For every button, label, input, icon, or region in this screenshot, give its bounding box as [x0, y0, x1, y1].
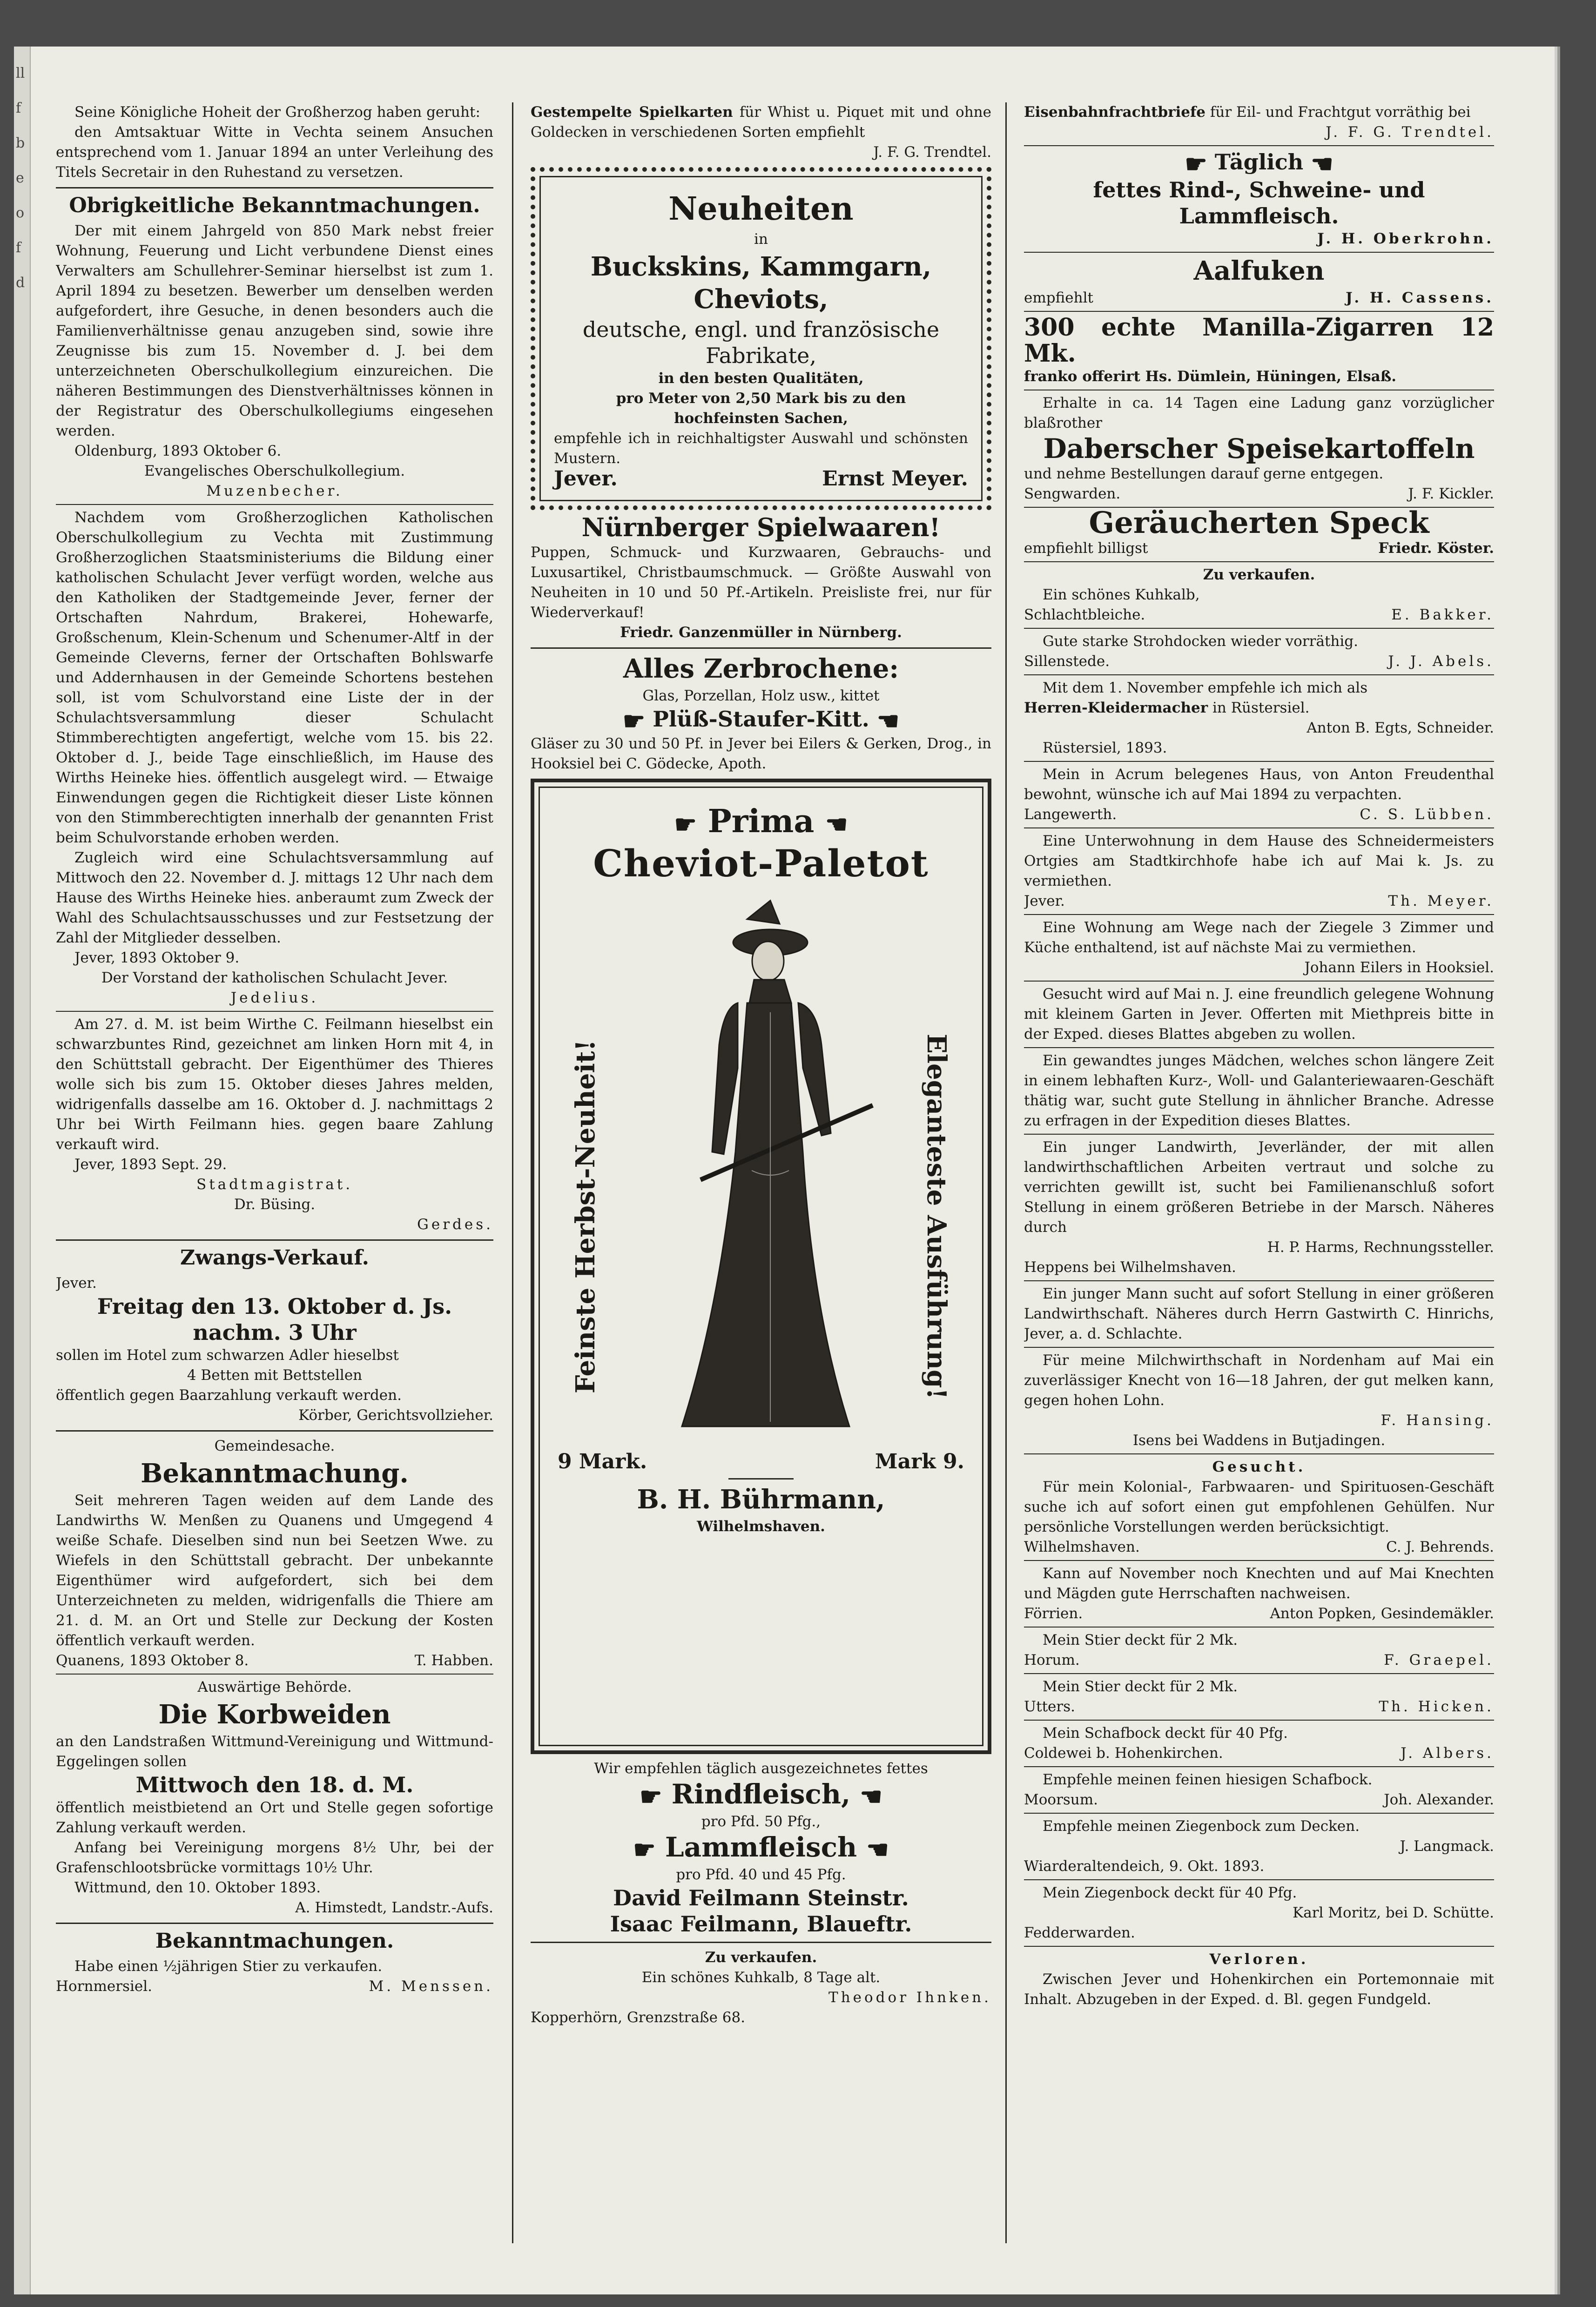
notice-place: Wittmund, den 10. Oktober 1893.	[74, 1879, 321, 1896]
ad-text: Mein Schafbock deckt für 40 Pfg.	[1043, 1725, 1288, 1742]
ad-text: Glas, Porzellan, Holz usw., kittet	[642, 687, 880, 704]
divider	[1024, 1047, 1494, 1048]
ad-product	[531, 706, 991, 734]
divider	[1024, 914, 1494, 915]
ad-footer	[1024, 484, 1494, 504]
ad-title: Buckskins, Kammgarn,	[590, 251, 932, 282]
ad-signature: Theodor Ihnken.	[828, 1989, 991, 2006]
divider	[728, 1478, 794, 1480]
ad-text: Mit dem 1. November empfehle ich mich als	[1043, 679, 1368, 696]
section-heading: Auswärtige Behörde.	[197, 1679, 352, 1695]
divider	[1024, 1347, 1494, 1348]
divider	[1024, 561, 1494, 562]
divider	[56, 504, 493, 505]
edge-letter: e	[16, 170, 24, 186]
notice-place: Quanens, 1893 Oktober 8.	[56, 1652, 249, 1669]
pointing-hand-left-icon: ☚	[876, 706, 900, 736]
ad-text: Eine Unterwohnung in dem Hause des Schneidermeisters Ortgies am Stadtkirchhofe habe ich auf Mai k. Js. zu vermiethen.	[1024, 833, 1494, 889]
notice-text: Nachdem vom Großherzoglichen Katholischen Oberschulkollegium zu Vechta mit Zustimmung Großherzoglichen Staatsministeriums die Bildung einer katholischen Schulacht Jever verfügt worden, welche aus den Katholiken der Stadtgemeinde Jever, ferner der Ortschaften Nahrdum, Brakerei, Hohewarfe, Großschenum, Klein-Schenum und Schenumer-Altf in der Gemeinde Cleverns, ferner der Ortschaften Bohlswarfe und Addernhausen in der Gemeinde Schortens bestehen soll, ist vom Schulvorstand eine Liste der in der Schulachtsversammlung dieser Schulacht Stimmberechtigten angefertigt, welche vom 15. bis 22. Oktober d. J., beide Tage einschließlich, im Hause des Wirths Heineke hies. öffentlich ausgelegt wird. — Etwaige Einwendungen gegen die Richtigkeit dieser Liste können von den Stimmberechtigten innerhalb der genannten Frist beim Schulvorstande erhoben werden.	[56, 509, 493, 846]
divider	[56, 1011, 493, 1012]
notice-text: Zugleich wird eine Schulachtsversammlung auf Mittwoch den 22. November d. J. mittags 12 Uhr nach dem Hause des Wirths Heineke hies. anberaumt zum Zweck der Wahl des Schulachtsausschusses und zur Festsetzung der Zahl der Mitglieder desselben.	[56, 849, 493, 946]
ad-text: Für meine Milchwirthschaft in Nordenham auf Mai ein zuverlässiger Knecht von 16—18 Jahren, der gut melken kann, gegen hohen Lohn.	[1024, 1352, 1494, 1409]
ad-text: Empfehle meinen Ziegenbock zum Decken.	[1043, 1818, 1360, 1835]
notice-signature: A. Himstedt, Landstr.-Aufs.	[295, 1899, 493, 1916]
ad-side-text-left: Feinste Herbst-Neuheit!	[570, 1039, 601, 1394]
ad-place: Sillenstede.	[1024, 653, 1110, 670]
ad-footer	[1024, 805, 1494, 825]
ad-signature: David Feilmann Steinstr.	[613, 1885, 909, 1910]
ad-place: Moorsum.	[1024, 1791, 1098, 1808]
divider	[1024, 1673, 1494, 1674]
ad-firm: B. H. Bührmann,	[637, 1484, 885, 1515]
ad-signature: Ernst Meyer.	[822, 467, 968, 491]
ad-title: Alles Zerbrochene:	[623, 653, 899, 684]
ad-signature: C. S. Lübben.	[1360, 806, 1494, 823]
ad-text: und nehme Bestellungen darauf gerne entgegen.	[1024, 465, 1384, 482]
pointing-hand-left-icon: ☚	[1311, 149, 1333, 179]
pointing-hand-icon: ☛	[633, 1835, 656, 1864]
section-heading: Obrigkeitliche Bekanntmachungen.	[69, 194, 480, 217]
divider	[1024, 1560, 1494, 1561]
notice-signature: Muzenbecher.	[206, 483, 343, 499]
ad-signature: Friedr. Köster.	[1378, 540, 1494, 557]
ad-footer	[554, 469, 968, 489]
ad-text: Ein junger Mann sucht auf sofort Stellung in einer größeren Landwirthschaft. Näheres durch Herrn Gastwirth C. Hinrichs, Jever, a. d. Schlachte.	[1024, 1285, 1494, 1342]
pointing-hand-left-icon: ☚	[860, 1782, 882, 1811]
ad-footer	[1024, 538, 1494, 558]
ad-place: Förrien.	[1024, 1605, 1083, 1622]
edge-letter: o	[16, 205, 25, 221]
ad-place: Jever.	[1024, 893, 1065, 909]
ad-title: Eisenbahnfrachtbriefe	[1024, 104, 1206, 121]
ad-place: Wiarderaltendeich, 9. Okt. 1893.	[1024, 1858, 1265, 1875]
divider	[56, 1239, 493, 1241]
newspaper-page	[14, 47, 1555, 2294]
ad-footer	[1024, 891, 1494, 911]
ad-footer	[1024, 1537, 1494, 1557]
ad-text: für Whist u. Piquet mit und ohne Goldecken in verschiedenen Sorten empfiehlt	[531, 104, 991, 141]
ad-text: empfiehlt billigst	[1024, 540, 1148, 557]
ad-signature: Th. Hicken.	[1379, 1698, 1494, 1715]
divider	[56, 1923, 493, 1924]
edge-letter: f	[16, 240, 21, 256]
ad-signature: J. Albers.	[1401, 1745, 1494, 1762]
section-heading: Bekanntmachungen.	[155, 1929, 394, 1953]
ad-text: Mein Ziegenbock deckt für 40 Pfg.	[1043, 1884, 1297, 1901]
pointing-hand-icon: ☛	[622, 706, 646, 736]
ad-text: für Eil- und Frachtgut vorräthig bei	[1210, 104, 1471, 121]
notice-date: Freitag den 13. Oktober d. Js.	[97, 1294, 452, 1319]
ad-footer	[1024, 1790, 1494, 1810]
divider	[56, 1674, 493, 1675]
ad-footer	[1024, 1743, 1494, 1763]
ad-signature: C. J. Behrends.	[1386, 1539, 1494, 1555]
ad-product-name: Rindfleisch,	[671, 1778, 851, 1810]
ad-place: Rüstersiel, 1893.	[1043, 740, 1167, 756]
pointing-hand-left-icon: ☚	[866, 1835, 889, 1864]
section-heading: Zwangs-Verkauf.	[180, 1246, 370, 1270]
ad-signature: Th. Meyer.	[1388, 893, 1494, 909]
ad-place: Horum.	[1024, 1652, 1080, 1668]
divider	[1024, 1627, 1494, 1628]
notice-footer	[56, 1977, 493, 1997]
ad-text: Mein Stier deckt für 2 Mk.	[1043, 1678, 1238, 1695]
ad-text: Ein gewandtes junges Mädchen, welches schon längere Zeit in einem lebhaften Kurz-, Woll- und Galanteriewaaren-Geschäft thätig war, sucht gute Stellung in ähnlicher Branche. Adresse zu erfragen in der Expedition dieses Blattes.	[1024, 1052, 1494, 1129]
ad-text: Fabrikate,	[706, 343, 816, 368]
ad-text	[1024, 698, 1494, 718]
notice-text: Seine Königliche Hoheit der Großherzog haben geruht:	[74, 104, 480, 121]
ad-text: Eine Wohnung am Wege nach der Ziegele 3 Zimmer und Küche enthaltend, ist auf nächste Mai zu vermiethen.	[1024, 919, 1494, 956]
ad-price: Mark 9.	[875, 1449, 964, 1473]
ad-signature: J. Langmack.	[1400, 1838, 1494, 1855]
divider	[1024, 1720, 1494, 1721]
ad-price: pro Pfd. 50 Pfg.,	[701, 1813, 821, 1830]
ad-playing-cards	[531, 102, 991, 142]
ad-title: Zu verkaufen.	[705, 1949, 817, 1966]
ad-place: Fedderwarden.	[1024, 1924, 1135, 1941]
ad-place: Sengwarden.	[1024, 485, 1121, 502]
ad-text: in den besten Qualitäten,	[658, 370, 864, 387]
notice-text: Seit mehreren Tagen weiden auf dem Lande des Landwirths W. Menßen zu Quanens und Umgegend 4 weiße Schafe. Dieselben sind nun bei Seetzen Wwe. zu Wiefels in den Schüttstall gebracht. Der unbekannte Eigenthümer wird aufgefordert, sich bei dem Unterzeichneten zu melden, widrigenfalls die Thiere am 21. d. M. an Ort und Stelle zur Deckung der Kosten öffentlich verkauft werden.	[56, 1492, 493, 1649]
notice-org: Evangelisches Oberschulkollegium.	[144, 463, 405, 479]
ad-text: Ein junger Landwirth, Jeverländer, der mit allen landwirthschaftlichen Arbeiten vertraut und solche zu verrichten gewillt ist, sucht bei Familienanschluß sofort Stellung in einem größeren Betriebe in der Marsch. Näheres durch	[1024, 1139, 1494, 1236]
notice-org: Stadtmagistrat.	[196, 1176, 353, 1193]
ad-highlight: Herren-Kleidermacher	[1024, 699, 1208, 716]
ad-place: Schlachtbleiche.	[1024, 606, 1145, 623]
ad-signature: J. H. Oberkrohn.	[1317, 230, 1494, 247]
section-heading: Bekanntmachung.	[141, 1458, 409, 1489]
ad-text: Empfehle meinen feinen hiesigen Schafbock.	[1043, 1771, 1373, 1788]
ad-text: in	[754, 231, 768, 248]
ad-text: Lammfleisch.	[1179, 203, 1339, 229]
ad-title: Cheviots,	[694, 284, 828, 315]
notice-org: Der Vorstand der katholischen Schulacht Jever.	[101, 969, 448, 986]
ad-footer	[1024, 605, 1494, 625]
notice-footer	[56, 1651, 493, 1671]
divider	[1024, 827, 1494, 828]
divider	[1024, 628, 1494, 629]
ad-title	[531, 1778, 991, 1811]
ad-place: Wilhelmshaven.	[1024, 1539, 1140, 1555]
ad-place: Wilhelmshaven.	[697, 1518, 825, 1535]
pointing-hand-left-icon: ☚	[825, 809, 848, 839]
section-heading: Gemeindesache.	[214, 1438, 335, 1454]
divider	[1024, 981, 1494, 982]
notice-signature: Körber, Gerichtsvollzieher.	[298, 1407, 493, 1424]
ad-title: Daberscher Speisekartoffeln	[1043, 433, 1475, 464]
ad-signature: J. F. Kickler.	[1408, 485, 1494, 502]
section-heading: Die Korbweiden	[158, 1699, 391, 1730]
divider	[1024, 311, 1494, 312]
ad-text: Ein schönes Kuhkalb,	[1043, 586, 1200, 603]
ad-text: deutsche, engl. und französische	[582, 317, 940, 342]
notice-signature: Dr. Büsing.	[234, 1196, 316, 1213]
ad-title: Zu verkaufen.	[1203, 566, 1315, 583]
pointing-hand-icon: ☛	[1185, 149, 1207, 179]
notice-place: Jever, 1893 Oktober 9.	[74, 949, 240, 966]
ad-place: Kopperhörn, Grenzstraße 68.	[531, 2009, 746, 2026]
ad-title	[1024, 149, 1494, 177]
pointing-hand-icon: ☛	[640, 1782, 662, 1811]
divider	[1024, 1879, 1494, 1880]
ad-text: Mein in Acrum belegenes Haus, von Anton Freudenthal bewohnt, wünsche ich auf Mai 1894 zu verpachten.	[1024, 766, 1494, 803]
column-rule	[512, 102, 513, 2243]
edge-letter: ll	[16, 65, 25, 81]
ad-text: Ein schönes Kuhkalb, 8 Tage alt.	[641, 1969, 881, 1986]
ad-title: Verloren.	[1209, 1951, 1309, 1968]
divider	[1024, 1946, 1494, 1947]
notice-date: Mittwoch den 18. d. M.	[135, 1772, 414, 1797]
ad-title: Gestempelte Spielkarten	[531, 104, 733, 121]
divider	[1024, 145, 1494, 146]
ad-title: Aalfuken	[1193, 256, 1325, 286]
ad-place: Jever.	[554, 467, 618, 491]
column-right	[1024, 102, 1494, 2243]
ad-place: Langewerth.	[1024, 806, 1117, 823]
notice-text: öffentlich gegen Baarzahlung verkauft werden.	[56, 1387, 402, 1404]
ad-price: pro Pfd. 40 und 45 Pfg.	[676, 1866, 846, 1883]
ad-title	[558, 803, 964, 843]
notice-text: öffentlich meistbietend an Ort und Stelle gegen sofortige Zahlung verkauft werden.	[56, 1799, 493, 1836]
ad-text: empfehle ich in reichhaltigster Auswahl und schönsten Mustern.	[554, 430, 968, 467]
divider	[1024, 252, 1494, 253]
ad-signature: Karl Moritz, bei D. Schütte.	[1293, 1904, 1494, 1921]
divider	[1024, 761, 1494, 762]
ad-footer	[1024, 1650, 1494, 1670]
ad-product-name: Plüß-Staufer-Kitt.	[653, 706, 869, 732]
ad-price-row	[558, 1450, 964, 1473]
ad-signature: Isaac Feilmann, Blaueftr.	[610, 1911, 912, 1937]
divider	[1024, 1766, 1494, 1767]
ad-title	[531, 1831, 991, 1864]
ad-title-word: Prima	[707, 803, 815, 840]
divider	[1024, 1813, 1494, 1814]
ad-signature: H. P. Harms, Rechnungssteller.	[1267, 1239, 1494, 1256]
ad-title: Nürnberger Spielwaaren!	[581, 512, 941, 542]
ad-signature: E. Bakker.	[1391, 606, 1494, 623]
ad-paletot-frame	[531, 779, 991, 1754]
ad-footer	[1024, 288, 1494, 308]
ad-title-word: Täglich	[1214, 149, 1304, 175]
ad-signature: Johann Eilers in Hooksiel.	[1304, 959, 1494, 976]
ad-text: Wir empfehlen täglich ausgezeichnetes fettes	[594, 1760, 928, 1777]
ad-text: Gute starke Strohdocken wieder vorräthig.	[1043, 633, 1358, 650]
divider	[531, 647, 991, 649]
edge-letter: d	[16, 275, 25, 291]
divider	[56, 187, 493, 188]
ad-signature: J. F. G. Trendtel.	[873, 144, 991, 161]
ad-price: 9 Mark.	[558, 1449, 647, 1473]
ad-text	[1024, 102, 1494, 122]
ad-place: Isens bei Waddens in Butjadingen.	[1132, 1432, 1386, 1449]
ad-text: Erhalte in ca. 14 Tagen eine Ladung ganz vorzüglicher blaßrother	[1024, 395, 1494, 431]
ad-text: Gläser zu 30 und 50 Pf. in Jever bei Eilers & Gerken, Drog., in Hooksiel bei C. Gödecke, Apoth.	[531, 735, 991, 772]
ad-text: Kann auf November noch Knechten und auf Mai Knechten und Mägden gute Herrschaften nachweisen.	[1024, 1565, 1494, 1602]
column-left	[56, 102, 493, 2243]
ad-text: Puppen, Schmuck- und Kurzwaaren, Gebrauchs- und Luxusartikel, Christbaumschmuck. — Größte Auswahl von Neuheiten in 10 und 50 Pf.-Artikeln. Preisliste frei, nur für Wiederverkauf!	[531, 544, 991, 621]
edge-letter: b	[16, 135, 25, 151]
ad-footer	[1024, 1697, 1494, 1717]
ad-footer	[1024, 652, 1494, 672]
notice-signature: M. Menssen.	[369, 1978, 493, 1995]
divider	[1024, 1453, 1494, 1454]
ad-text: pro Meter von 2,50 Mark bis zu den	[616, 390, 906, 407]
ad-novelties-box	[531, 167, 991, 510]
ad-title: Cheviot-Paletot	[593, 841, 929, 885]
column-middle	[531, 102, 991, 2243]
notice-text: Der mit einem Jahrgeld von 850 Mark nebst freier Wohnung, Feuerung und Licht verbundene Dienst eines Verwalters am Schullehrer-Seminar hierselbst ist zum 1. April 1894 zu besetzen. Bewerber um denselben werden aufgefordert, ihre Gesuche, in denen besonders auch die Familienverhältnisse genau anzugeben sind, sowie ihre Zeugnisse bis zum 15. November d. J. bei dem unterzeichneten Oberschulkollegium einzureichen. Die näheren Bestimmungen des Dienstverhältnisses können in der Registratur des Oberschulkollegiums eingesehen werden.	[56, 222, 493, 439]
notice-place: Jever, 1893 Sept. 29.	[74, 1156, 227, 1173]
notice-text: den Amtsaktuar Witte in Vechta seinem Ansuchen entsprechend vom 1. Januar 1894 an unter Verleihung des Titels Secretair in den Ruhestand zu versetzen.	[56, 124, 493, 181]
ad-title: Neuheiten	[668, 190, 854, 228]
divider	[531, 1942, 991, 1943]
ad-place: Coldewei b. Hohenkirchen.	[1024, 1745, 1223, 1762]
ad-text: Zwischen Jever und Hohenkirchen ein Portemonnaie mit Inhalt. Abzugeben in der Exped. d. Bl. gegen Fundgeld.	[1024, 1971, 1494, 2008]
lady-in-coat-illustration	[631, 891, 891, 1440]
notice-text: sollen im Hotel zum schwarzen Adler hieselbst	[56, 1347, 399, 1364]
ad-text: Für mein Kolonial-, Farbwaaren- und Spirituosen-Geschäft suche ich auf sofort einen gut empfohlenen Gehülfen. Nur persönliche Vorstellungen werden berücksichtigt.	[1024, 1479, 1494, 1535]
ad-signature: F. Graepel.	[1384, 1652, 1494, 1668]
column-rule	[1005, 102, 1007, 2243]
ad-text: empfiehlt	[1024, 289, 1093, 306]
edge-letter: f	[16, 100, 21, 116]
ad-signature: Anton B. Egts, Schneider.	[1306, 720, 1494, 736]
notice-place: Hornmersiel.	[56, 1978, 152, 1995]
ad-title: 300 echte Manilla-Zigarren 12 Mk.	[1024, 313, 1494, 368]
notice-signature: Gerdes.	[417, 1216, 493, 1233]
ad-signature: Joh. Alexander.	[1384, 1791, 1494, 1808]
notice-text: Habe einen ½jährigen Stier zu verkaufen.	[74, 1958, 383, 1975]
ad-signature: J. J. Abels.	[1388, 653, 1494, 670]
ad-signature: J. H. Cassens.	[1346, 289, 1494, 306]
ad-title: Geräucherten Speck	[1089, 505, 1429, 540]
ad-signature: F. Hansing.	[1381, 1412, 1494, 1429]
ad-signature: Friedr. Ganzenmüller in Nürnberg.	[620, 624, 902, 641]
ad-side-text-right: Eleganteste Ausführung!	[921, 1034, 952, 1399]
notice-time: nachm. 3 Uhr	[193, 1320, 357, 1345]
ad-text: Mein Stier deckt für 2 Mk.	[1043, 1632, 1238, 1648]
notice-place: Jever.	[56, 1275, 97, 1291]
ad-title: Gesucht.	[1212, 1459, 1306, 1475]
divider	[1024, 1134, 1494, 1135]
previous-page-edge	[14, 47, 31, 2294]
ad-signature: Anton Popken, Gesindemäkler.	[1270, 1605, 1494, 1622]
notice-text: Am 27. d. M. ist beim Wirthe C. Feilmann hieselbst ein schwarzbuntes Rind, gezeichnet am linken Horn mit 4, in den Schüttstall gebracht. Der Eigenthümer des Thieres wolle sich bis zum 15. Oktober dieses Jahres melden, widrigenfalls dasselbe am 16. Oktober d. J. nachmittags 2 Uhr bei Wirth Feilmann hies. gegen baare Zahlung verkauft wird.	[56, 1016, 493, 1153]
notice-signature: Jedelius.	[230, 989, 319, 1006]
divider	[1024, 1280, 1494, 1281]
ad-text: fettes Rind-, Schweine- und	[1093, 177, 1425, 202]
notice-signature: T. Habben.	[414, 1652, 493, 1669]
ad-text: Gesucht wird auf Mai n. J. eine freundlich gelegene Wohnung mit kleinem Garten in Jever. Offerten mit Miethpreis bitte in der Exped. dieses Blattes abgeben zu wollen.	[1024, 986, 1494, 1043]
notice-text: an den Landstraßen Wittmund-Vereinigung und Wittmund-Eggelingen sollen	[56, 1733, 493, 1770]
ad-footer	[1024, 1604, 1494, 1624]
ad-product-name: Lammfleisch	[665, 1831, 857, 1863]
divider	[56, 1430, 493, 1432]
ad-place: Utters.	[1024, 1698, 1075, 1715]
divider	[1024, 674, 1494, 675]
ad-text: hochfeinsten Sachen,	[674, 410, 848, 427]
ad-signature: J. F. G. Trendtel.	[1326, 124, 1494, 141]
ad-text: franko offerirt Hs. Dümlein, Hüningen, Elsaß.	[1024, 368, 1397, 385]
notice-text: 4 Betten mit Bettstellen	[187, 1367, 363, 1384]
pointing-hand-icon: ☛	[674, 809, 697, 839]
ad-place: Heppens bei Wilhelmshaven.	[1024, 1259, 1236, 1276]
notice-place: Oldenburg, 1893 Oktober 6.	[74, 443, 282, 459]
notice-text: Anfang bei Vereinigung morgens 8½ Uhr, bei der Grafenschlootsbrücke vormittags 10½ Uhr.	[56, 1839, 493, 1876]
ad-text: in Rüstersiel.	[1212, 699, 1310, 716]
